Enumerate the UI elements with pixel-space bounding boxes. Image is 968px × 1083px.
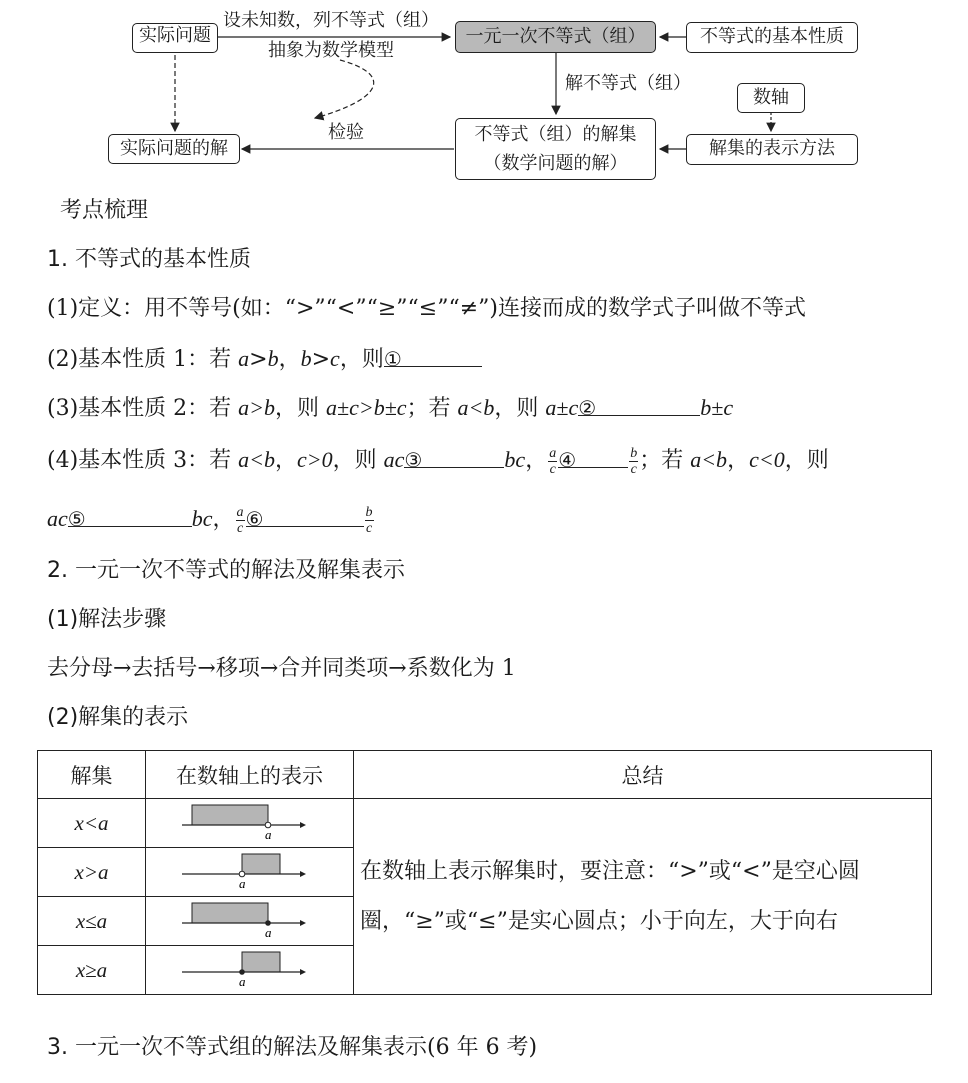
mark-2: ② [578, 396, 597, 420]
th-number-line: 在数轴上的表示 [146, 751, 354, 799]
p3-prefix: (4)基本性质 3：若 [47, 448, 239, 473]
s2-steps: 去分母→去括号→移项→合并同类项→系数化为 1 [47, 656, 516, 681]
label-abstract: 抽象为数学模型 [268, 40, 394, 61]
p3-c2: c<0 [749, 447, 785, 472]
box-solution-set-line2: （数学问题的解） [483, 153, 628, 174]
s1-property3-cont [47, 504, 375, 536]
def-suffix: )连接而成的数学式子叫做不等式 [489, 296, 806, 321]
p3-mid: ；若 [639, 448, 691, 473]
box-number-line: 数轴 [737, 83, 805, 113]
row-set-gt: x>a [38, 848, 146, 897]
box-basic-properties: 不等式的基本性质 [686, 22, 858, 53]
box-linear-inequality: 一元一次不等式（组） [455, 21, 656, 53]
p2-right: b±c [700, 395, 734, 420]
s3-heading-text: 3. 一元一次不等式组的解法及解集表示 [47, 1035, 427, 1060]
mark-6: ⑥ [245, 507, 264, 531]
p1-a: a [238, 346, 250, 371]
p1-then: ，则 [339, 347, 384, 372]
mark-5: ⑤ [67, 507, 86, 531]
p3-comma2: ， [525, 448, 548, 473]
def-prefix: (1)定义：用不等号(如： [47, 296, 285, 321]
row-set-le: x≤a [38, 897, 146, 946]
p2-then2: ，则 [494, 396, 546, 421]
p1-gt: > [249, 347, 268, 372]
axis-label-lt: a [264, 826, 271, 841]
p1-mid: ， [278, 347, 301, 372]
s1-definition [47, 294, 806, 324]
number-line-le [180, 899, 320, 939]
p2-cond2: a<b [457, 395, 495, 420]
number-line-gt [180, 850, 320, 890]
p3-comma: ， [275, 448, 298, 473]
blank-3[interactable] [404, 445, 504, 472]
blank-1[interactable] [383, 344, 482, 371]
arrow-curved-dashed [315, 60, 374, 118]
label-set-unknown: 设未知数，列不等式（组） [223, 10, 439, 31]
p3-then2: ，则 [784, 448, 829, 473]
p4-bc: bc [191, 506, 213, 531]
s3-heading [47, 1033, 537, 1063]
p3-cond: a<b [238, 447, 276, 472]
p3-bc: bc [504, 447, 526, 472]
frac-b-c-2: $\frac{b}{c}$ [365, 504, 373, 536]
s1-property1 [47, 344, 482, 375]
frac-a-c-1: $\frac{a}{c}$ [549, 445, 557, 477]
p2-left: a±c [545, 395, 579, 420]
box-actual-problem: 实际问题 [132, 23, 218, 53]
s2-steps-title: (1)解法步骤 [47, 607, 167, 632]
box-solution-set [455, 118, 656, 180]
number-line-ge [180, 948, 320, 988]
axis-gt [146, 848, 354, 897]
solution-set-table [37, 750, 932, 995]
summary-cell: 在数轴上表示解集时，要注意：“>”或“<”是空心圆圈，“≥”或“≤”是实心圆点；小于向左，大于向右 [354, 799, 932, 995]
s1-property2 [47, 393, 733, 424]
p2-mid: ；若 [406, 396, 458, 421]
frac-a-c-2: $\frac{a}{c}$ [236, 504, 244, 536]
p1-gt2: > [311, 347, 331, 372]
p3-ac: ac [383, 447, 405, 472]
p2-prefix: (3)基本性质 2：若 [47, 396, 239, 421]
box-solution-set-line1: 不等式（组）的解集 [474, 124, 637, 145]
s1-heading: 1. 不等式的基本性质 [47, 247, 251, 272]
blank-4[interactable] [558, 445, 628, 472]
box-representation: 解集的表示方法 [686, 134, 858, 165]
number-line-lt [180, 801, 320, 841]
axis-label-ge: a [238, 973, 245, 988]
s1-property3 [47, 445, 829, 477]
th-summary: 总结 [354, 751, 932, 799]
p1-b2: b [300, 346, 312, 371]
p3-comma3: ， [727, 448, 750, 473]
p1-c: c [330, 346, 340, 371]
s2-rep-title: (2)解集的表示 [47, 705, 189, 730]
p3-c: c>0 [297, 447, 333, 472]
p1-b: b [267, 346, 279, 371]
p2-cond: a>b [238, 395, 276, 420]
p1-prefix: (2)基本性质 1：若 [47, 347, 239, 372]
axis-le [146, 897, 354, 946]
blank-6[interactable] [245, 504, 364, 531]
p4-comma: ， [212, 507, 235, 532]
p3-then: ，则 [332, 448, 384, 473]
row-set-ge: x≥a [38, 946, 146, 995]
box-actual-solution: 实际问题的解 [108, 134, 240, 164]
blank-5[interactable] [67, 504, 192, 531]
p2-then: ，则 [275, 396, 327, 421]
p3-cond2: a<b [690, 447, 728, 472]
p2-expr: a±c>b±c [326, 395, 407, 420]
blank-2[interactable] [578, 393, 700, 420]
section-title: 考点梳理 [60, 198, 149, 223]
frac-b-c-1: $\frac{b}{c}$ [630, 445, 638, 477]
mark-1: ① [383, 347, 402, 371]
mark-3: ③ [404, 448, 423, 472]
label-solve: 解不等式（组） [565, 73, 691, 94]
label-check: 检验 [328, 122, 364, 143]
axis-lt [146, 799, 354, 848]
p4-ac: ac [47, 506, 68, 531]
mark-4: ④ [558, 448, 577, 472]
axis-ge [146, 946, 354, 995]
s3-count: (6 年 6 考) [427, 1035, 538, 1060]
th-solution-set: 解集 [38, 751, 146, 799]
axis-label-gt: a [238, 875, 245, 890]
def-symbols: “>”“<”“≥”“≤”“≠” [284, 296, 490, 321]
axis-label-le: a [264, 924, 271, 939]
s2-heading: 2. 一元一次不等式的解法及解集表示 [47, 558, 405, 583]
row-set-lt: x<a [38, 799, 146, 848]
